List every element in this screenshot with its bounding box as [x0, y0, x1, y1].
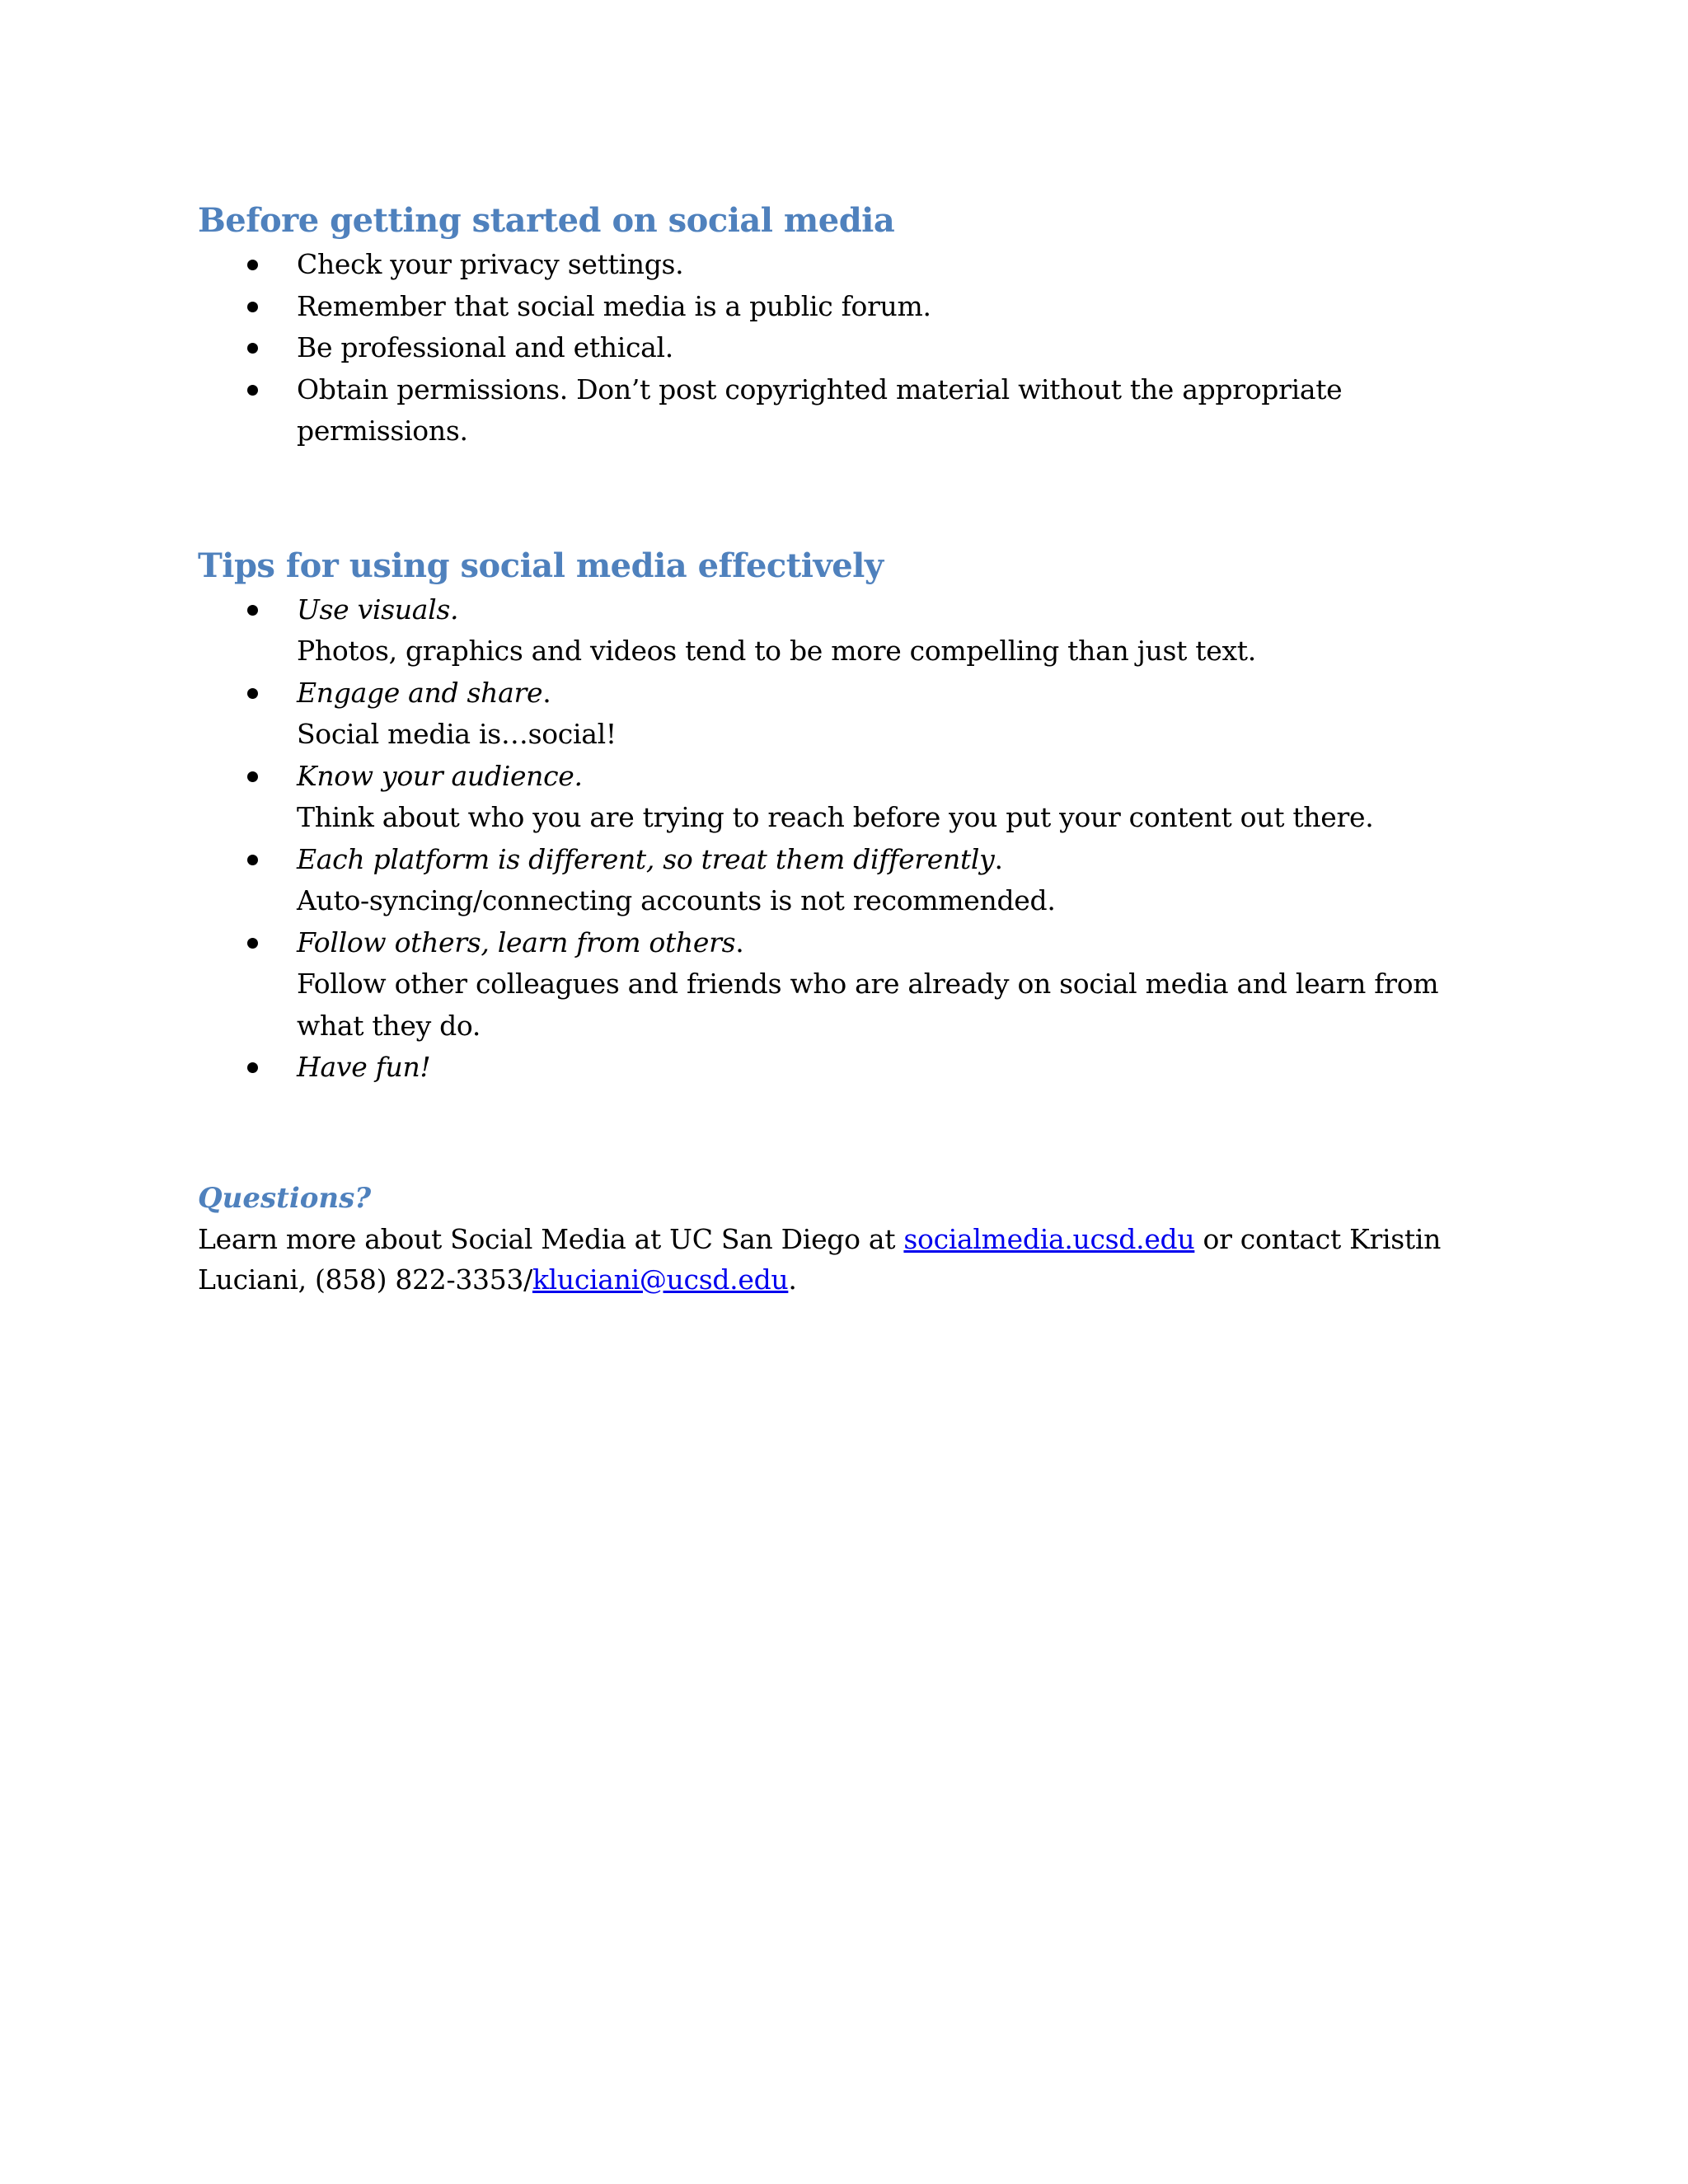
questions-text-intro: Learn more about Social Media at UC San Diego at [198, 1222, 904, 1255]
list-item [198, 369, 1500, 452]
list-item [198, 244, 1500, 286]
tip-title: Follow others, learn from others [297, 926, 736, 958]
bullet-icon [247, 260, 258, 270]
list-item [198, 327, 1500, 369]
tip-description: Social media is…social! [297, 718, 617, 750]
tip-item [198, 673, 1500, 756]
getting-started-list [198, 244, 1500, 452]
list-item [198, 286, 1500, 328]
bullet-icon [247, 605, 258, 616]
bullet-icon [247, 855, 258, 865]
bullet-icon [247, 688, 258, 699]
bullet-icon [247, 1062, 258, 1073]
tip-item [198, 922, 1500, 1047]
questions-text-contact: or contact Kristin Luciani, (858) 822-3353/ [198, 1222, 1442, 1296]
bullet-icon [247, 385, 258, 396]
list-item-text: Remember that social media is a public forum. [297, 289, 931, 322]
tip-description: Auto-syncing/connecting accounts is not recommended. [297, 884, 1056, 916]
tip-item [198, 839, 1500, 922]
questions-text-end: . [788, 1263, 797, 1296]
bullet-icon [247, 343, 258, 354]
tip-title: Use visuals. [297, 593, 459, 626]
email-link[interactable]: kluciani@ucsd.edu [532, 1263, 789, 1296]
section-heading-getting-started: Before getting started on social media [198, 201, 895, 240]
tip-title: Each platform is different, so treat them differently [297, 842, 995, 875]
tip-title-trail: . [994, 842, 1003, 875]
tip-description: Photos, graphics and videos tend to be more compelling than just text. [297, 635, 1256, 667]
tip-title: Have fun! [297, 1051, 431, 1083]
list-item-text: Check your privacy settings. [297, 248, 684, 280]
section-heading-tips: Tips for using social media effectively [198, 546, 884, 585]
questions-paragraph [198, 1219, 1500, 1301]
tip-title: Know your audience. [297, 759, 583, 792]
document-body [198, 198, 1500, 1301]
tip-title-trail: . [542, 676, 551, 709]
tip-item [198, 756, 1500, 839]
bullet-icon [247, 938, 258, 949]
tip-item [198, 589, 1500, 673]
tip-description: Think about who you are trying to reach before you put your content out there. [297, 801, 1374, 833]
social-media-site-link[interactable]: socialmedia.ucsd.edu [903, 1222, 1195, 1255]
list-item-text: Obtain permissions. Don’t post copyrighted material without the appropriate permissions. [297, 373, 1343, 447]
list-item-text: Be professional and ethical. [297, 331, 673, 363]
tips-list [198, 589, 1500, 1089]
bullet-icon [247, 771, 258, 782]
tip-title: Engage and share [297, 676, 543, 709]
tip-item [198, 1047, 1500, 1089]
tip-title-trail: . [735, 926, 744, 958]
questions-heading: Questions? [198, 1181, 372, 1215]
tip-description: Follow other colleagues and friends who are already on social media and learn from what they do. [297, 968, 1439, 1042]
bullet-icon [247, 302, 258, 312]
